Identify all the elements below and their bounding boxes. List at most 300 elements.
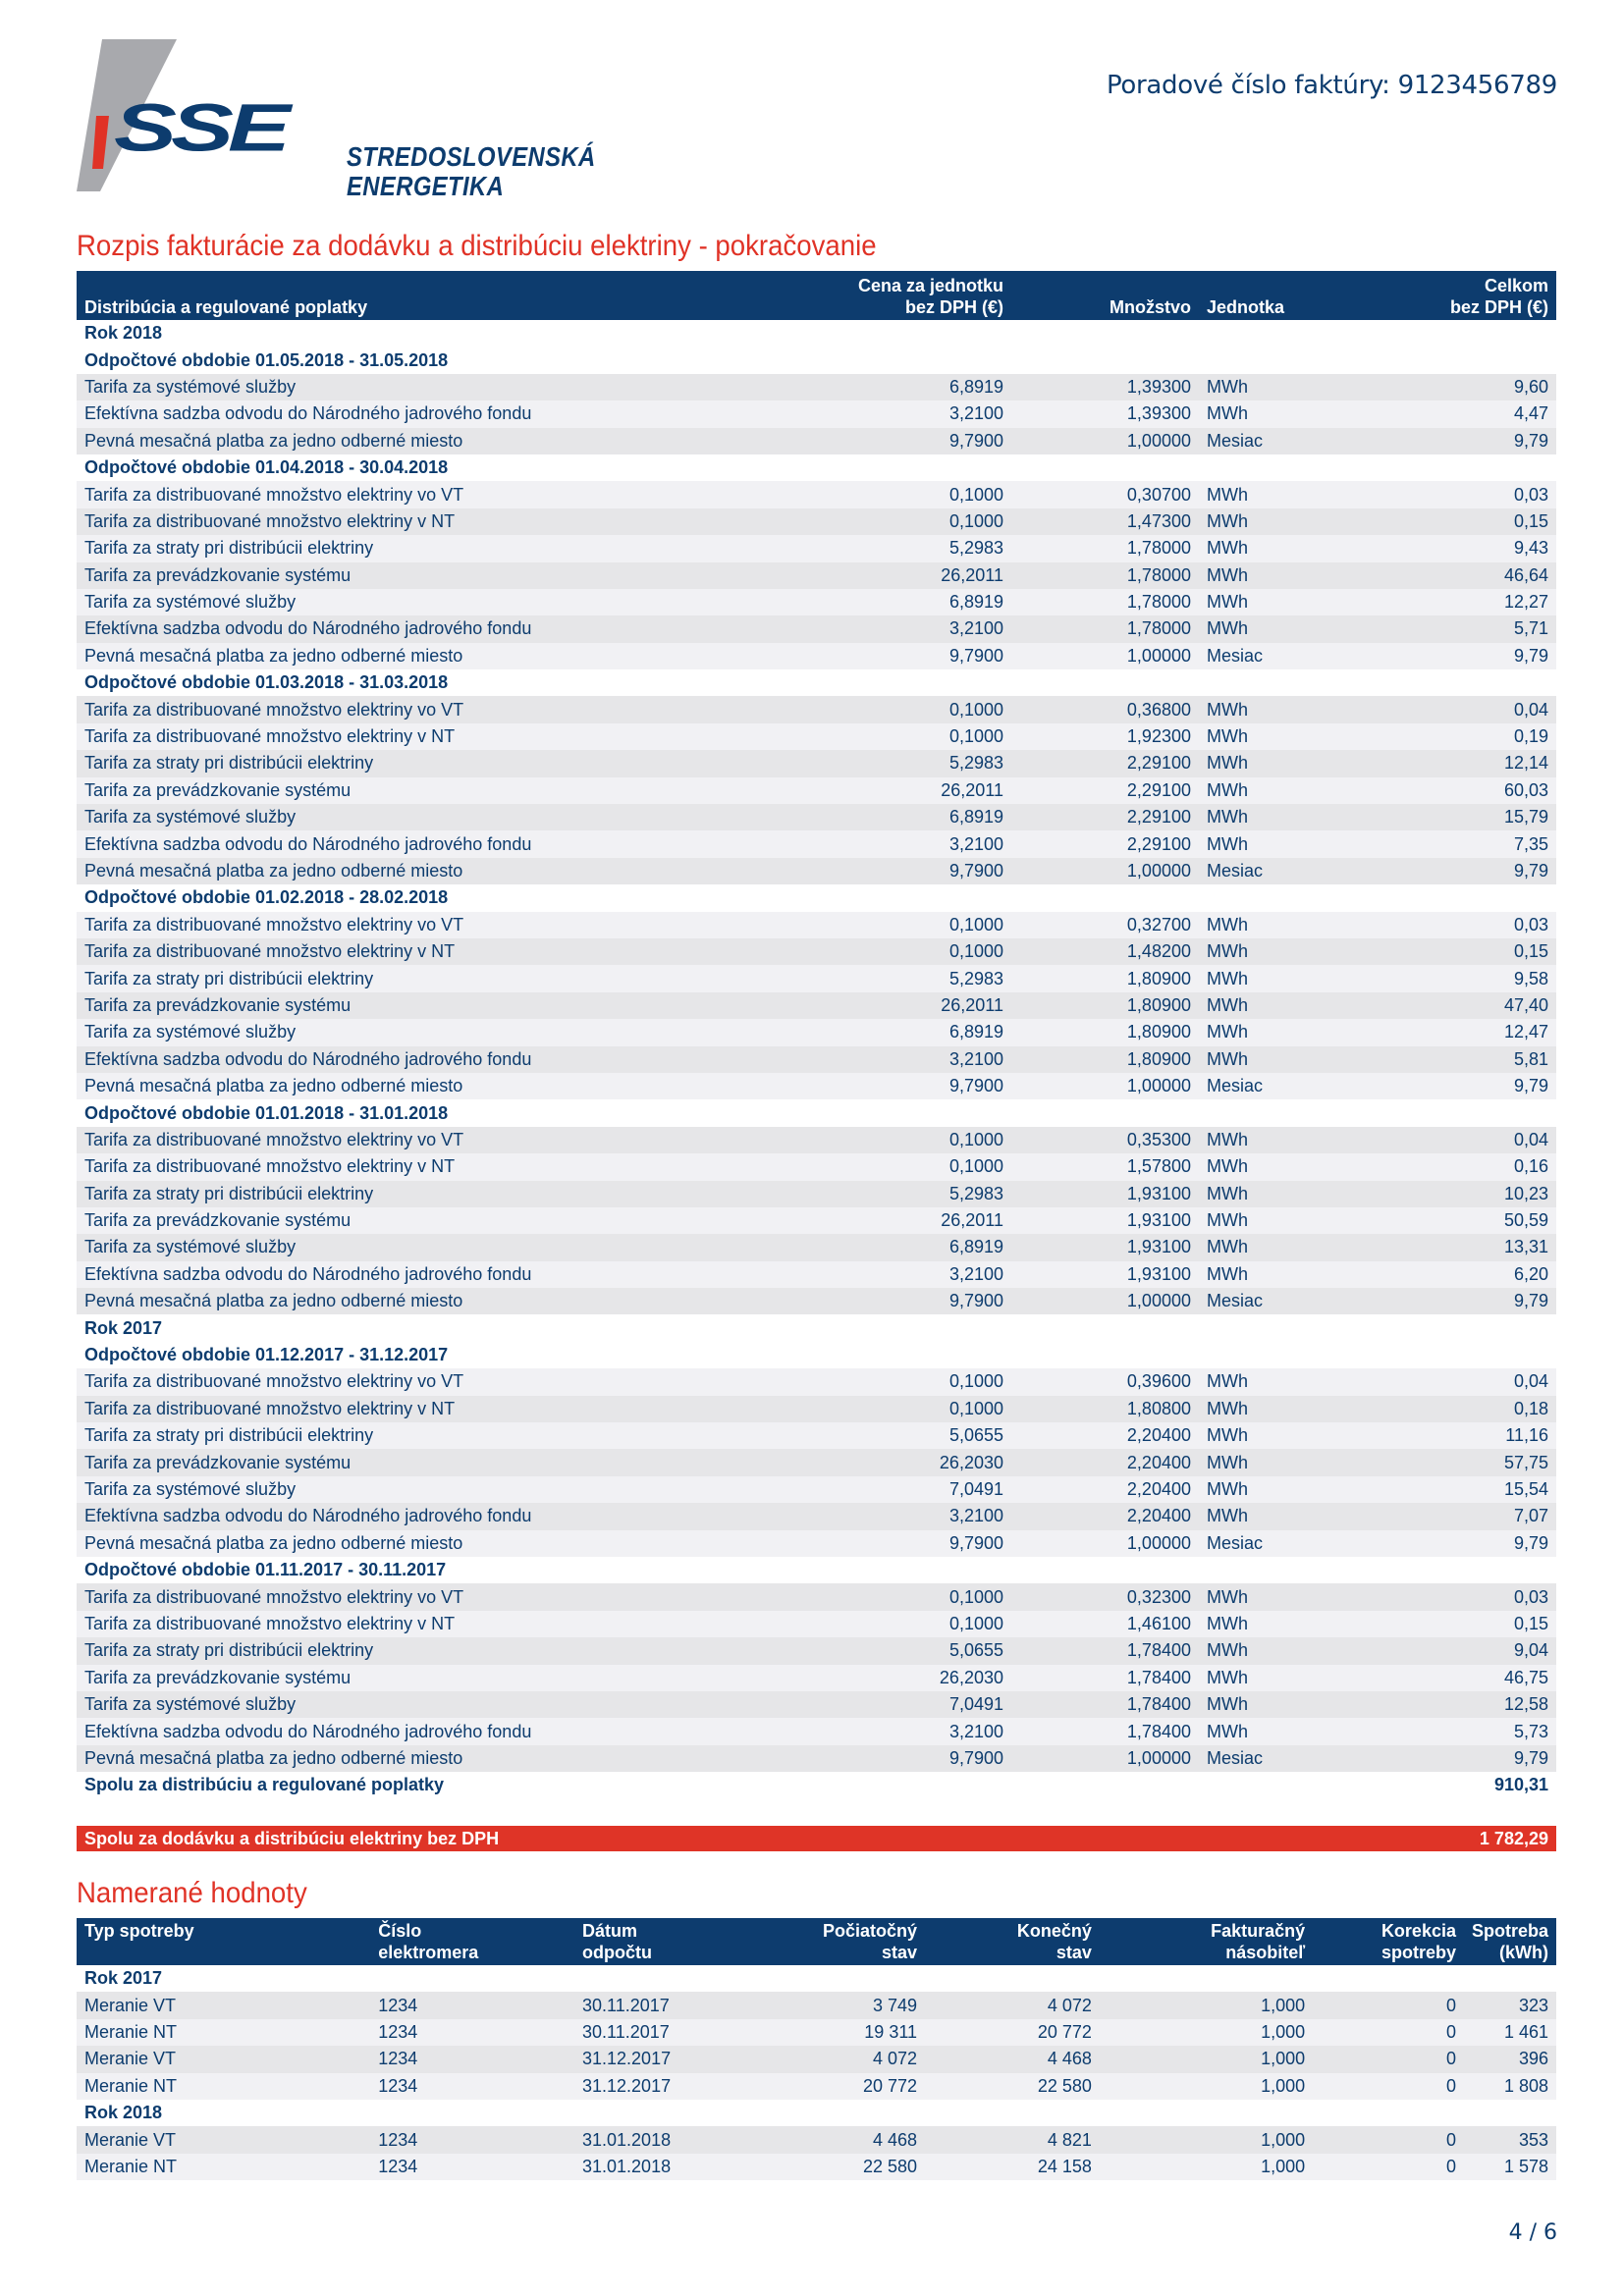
measured-col-2: Dátum odpočtu xyxy=(574,1918,749,1965)
table-row xyxy=(77,1181,1556,1207)
quantity: 1,80900 xyxy=(1011,1019,1199,1045)
unit: MWh xyxy=(1199,589,1332,615)
line-total: 9,79 xyxy=(1332,1288,1556,1314)
quantity: 1,93100 xyxy=(1011,1234,1199,1260)
unit-price: 7,0491 xyxy=(839,1691,1011,1718)
consumption-correction: 0 xyxy=(1313,2126,1464,2153)
unit: MWh xyxy=(1199,1019,1332,1045)
item-name: Efektívna sadzba odvodu do Národného jadrového fondu xyxy=(77,1261,839,1288)
table-row xyxy=(77,1449,1556,1475)
section-label: Rok 2018 xyxy=(77,2100,1556,2126)
section-label: Odpočtové obdobie 01.11.2017 - 30.11.2017 xyxy=(77,1557,1556,1583)
period-header xyxy=(77,347,1556,373)
quantity: 0,32700 xyxy=(1011,912,1199,938)
line-total: 0,15 xyxy=(1332,508,1556,535)
line-total: 0,16 xyxy=(1332,1153,1556,1180)
line-total: 12,58 xyxy=(1332,1691,1556,1718)
quantity: 1,78400 xyxy=(1011,1665,1199,1691)
table-row xyxy=(77,1691,1556,1718)
unit: MWh xyxy=(1199,1046,1332,1073)
reading-date: 31.12.2017 xyxy=(574,2046,749,2072)
unit: MWh xyxy=(1199,1691,1332,1718)
line-total: 9,60 xyxy=(1332,374,1556,400)
unit-price: 9,7900 xyxy=(839,643,1011,669)
line-total: 0,18 xyxy=(1332,1396,1556,1422)
period-header xyxy=(77,454,1556,481)
reading-date: 30.11.2017 xyxy=(574,1992,749,2018)
unit-price: 5,2983 xyxy=(839,1181,1011,1207)
unit-price: 0,1000 xyxy=(839,1127,1011,1153)
table-row xyxy=(77,1745,1556,1772)
measured-header-row xyxy=(77,1918,1556,1965)
unit-price: 3,2100 xyxy=(839,615,1011,642)
period-header xyxy=(77,669,1556,696)
line-total: 12,27 xyxy=(1332,589,1556,615)
quantity: 1,00000 xyxy=(1011,858,1199,884)
item-name: Efektívna sadzba odvodu do Národného jadrového fondu xyxy=(77,1046,839,1073)
billing-multiplier: 1,000 xyxy=(1100,2154,1313,2180)
section-label: Odpočtové obdobie 01.01.2018 - 31.01.2018 xyxy=(77,1099,1556,1126)
unit: MWh xyxy=(1199,1611,1332,1637)
line-total: 0,04 xyxy=(1332,1127,1556,1153)
unit-price: 5,0655 xyxy=(839,1422,1011,1449)
unit-price: 0,1000 xyxy=(839,938,1011,965)
line-total: 0,03 xyxy=(1332,1583,1556,1610)
table-row xyxy=(77,508,1556,535)
consumption-correction: 0 xyxy=(1313,2046,1464,2072)
end-state: 22 580 xyxy=(925,2073,1100,2100)
table-row xyxy=(77,2126,1556,2153)
unit: Mesiac xyxy=(1199,1073,1332,1099)
unit-price: 0,1000 xyxy=(839,1396,1011,1422)
item-name: Efektívna sadzba odvodu do Národného jadrového fondu xyxy=(77,830,839,857)
unit-price: 9,7900 xyxy=(839,1530,1011,1557)
quantity: 1,78400 xyxy=(1011,1637,1199,1664)
item-name: Tarifa za systémové služby xyxy=(77,804,839,830)
unit-price: 9,7900 xyxy=(839,1073,1011,1099)
unit: MWh xyxy=(1199,1127,1332,1153)
unit-price: 0,1000 xyxy=(839,508,1011,535)
table-row xyxy=(77,777,1556,804)
grand-total-value: 1 782,29 xyxy=(1332,1826,1556,1851)
item-name: Tarifa za distribuované množstvo elektriny vo VT xyxy=(77,696,839,722)
section-label: Odpočtové obdobie 01.04.2018 - 30.04.2018 xyxy=(77,454,1556,481)
table-row xyxy=(77,696,1556,722)
item-name: Efektívna sadzba odvodu do Národného jadrového fondu xyxy=(77,1503,839,1529)
item-name: Tarifa za systémové služby xyxy=(77,1476,839,1503)
section-label: Rok 2017 xyxy=(77,1965,1556,1992)
grand-total-row xyxy=(77,1826,1556,1851)
quantity: 1,00000 xyxy=(1011,1288,1199,1314)
unit: MWh xyxy=(1199,965,1332,991)
start-state: 3 749 xyxy=(749,1992,925,2018)
item-name: Tarifa za distribuované množstvo elektriny vo VT xyxy=(77,1368,839,1395)
line-total: 7,35 xyxy=(1332,830,1556,857)
consumption-type: Meranie VT xyxy=(77,2046,370,2072)
quantity: 1,39300 xyxy=(1011,374,1199,400)
unit-price: 6,8919 xyxy=(839,1019,1011,1045)
line-total: 13,31 xyxy=(1332,1234,1556,1260)
consumption-type: Meranie VT xyxy=(77,1992,370,2018)
item-name: Tarifa za distribuované množstvo elektriny vo VT xyxy=(77,1127,839,1153)
distribution-header-row xyxy=(77,271,1556,320)
line-total: 47,40 xyxy=(1332,992,1556,1019)
consumption-type: Meranie NT xyxy=(77,2019,370,2046)
item-name: Tarifa za prevádzkovanie systému xyxy=(77,1207,839,1234)
unit-price: 7,0491 xyxy=(839,1476,1011,1503)
line-total: 9,79 xyxy=(1332,643,1556,669)
col-unit: Jednotka xyxy=(1199,271,1332,320)
quantity: 1,92300 xyxy=(1011,723,1199,750)
measured-table xyxy=(77,1918,1556,2180)
unit: MWh xyxy=(1199,723,1332,750)
unit: MWh xyxy=(1199,1234,1332,1260)
item-name: Pevná mesačná platba za jedno odberné miesto xyxy=(77,1073,839,1099)
period-header xyxy=(77,884,1556,911)
section-label: Odpočtové obdobie 01.05.2018 - 31.05.2018 xyxy=(77,347,1556,373)
measured-col-1: Číslo elektromera xyxy=(370,1918,574,1965)
unit: Mesiac xyxy=(1199,643,1332,669)
item-name: Pevná mesačná platba za jedno odberné miesto xyxy=(77,1745,839,1772)
line-total: 15,54 xyxy=(1332,1476,1556,1503)
quantity: 1,00000 xyxy=(1011,1073,1199,1099)
item-name: Pevná mesačná platba za jedno odberné miesto xyxy=(77,643,839,669)
logo-text-line2: ENERGETIKA xyxy=(347,171,505,201)
table-row xyxy=(77,1718,1556,1744)
unit-price: 26,2011 xyxy=(839,992,1011,1019)
consumption-kwh: 396 xyxy=(1464,2046,1556,2072)
item-name: Efektívna sadzba odvodu do Národného jadrového fondu xyxy=(77,1718,839,1744)
unit-price: 0,1000 xyxy=(839,1368,1011,1395)
table-row xyxy=(77,1611,1556,1637)
quantity: 1,46100 xyxy=(1011,1611,1199,1637)
quantity: 1,78000 xyxy=(1011,562,1199,589)
quantity: 2,29100 xyxy=(1011,777,1199,804)
section-label: Rok 2018 xyxy=(77,320,1556,347)
unit: MWh xyxy=(1199,1449,1332,1475)
quantity: 1,80900 xyxy=(1011,965,1199,991)
item-name: Tarifa za distribuované množstvo elektriny v NT xyxy=(77,938,839,965)
quantity: 1,00000 xyxy=(1011,643,1199,669)
unit: MWh xyxy=(1199,804,1332,830)
meter-number: 1234 xyxy=(370,2073,574,2100)
item-name: Tarifa za straty pri distribúcii elektriny xyxy=(77,535,839,561)
line-total: 50,59 xyxy=(1332,1207,1556,1234)
quantity: 2,20400 xyxy=(1011,1476,1199,1503)
reading-date: 31.01.2018 xyxy=(574,2154,749,2180)
line-total: 5,73 xyxy=(1332,1718,1556,1744)
unit: MWh xyxy=(1199,1396,1332,1422)
distribution-title: Rozpis fakturácie za dodávku a distribúciu elektriny - pokračovanie xyxy=(77,230,877,262)
table-row xyxy=(77,1503,1556,1529)
unit-price: 3,2100 xyxy=(839,1261,1011,1288)
table-row xyxy=(77,1127,1556,1153)
measured-col-0: Typ spotreby xyxy=(77,1918,370,1965)
consumption-correction: 0 xyxy=(1313,2154,1464,2180)
table-row xyxy=(77,992,1556,1019)
table-row xyxy=(77,912,1556,938)
quantity: 2,20400 xyxy=(1011,1449,1199,1475)
reading-date: 31.12.2017 xyxy=(574,2073,749,2100)
measured-title: Namerané hodnoty xyxy=(77,1877,307,1909)
unit-price: 9,7900 xyxy=(839,1745,1011,1772)
unit-price: 9,7900 xyxy=(839,858,1011,884)
table-row xyxy=(77,562,1556,589)
quantity: 0,39600 xyxy=(1011,1368,1199,1395)
end-state: 24 158 xyxy=(925,2154,1100,2180)
line-total: 0,04 xyxy=(1332,1368,1556,1395)
table-row xyxy=(77,589,1556,615)
year-header xyxy=(77,2100,1556,2126)
table-row xyxy=(77,1153,1556,1180)
quantity: 2,20400 xyxy=(1011,1503,1199,1529)
table-row xyxy=(77,481,1556,507)
measured-col-4: Konečný stav xyxy=(925,1918,1100,1965)
item-name: Tarifa za systémové služby xyxy=(77,589,839,615)
item-name: Tarifa za systémové služby xyxy=(77,1019,839,1045)
item-name: Tarifa za distribuované množstvo elektriny v NT xyxy=(77,1611,839,1637)
unit-price: 3,2100 xyxy=(839,1503,1011,1529)
consumption-correction: 0 xyxy=(1313,2073,1464,2100)
line-total: 9,04 xyxy=(1332,1637,1556,1664)
item-name: Tarifa za prevádzkovanie systému xyxy=(77,562,839,589)
table-row xyxy=(77,938,1556,965)
unit: MWh xyxy=(1199,1153,1332,1180)
unit: MWh xyxy=(1199,1422,1332,1449)
line-total: 9,79 xyxy=(1332,1745,1556,1772)
unit-price: 3,2100 xyxy=(839,400,1011,427)
year-header xyxy=(77,1314,1556,1341)
table-row xyxy=(77,1422,1556,1449)
svg-text:SSE: SSE xyxy=(114,88,286,166)
unit: MWh xyxy=(1199,777,1332,804)
end-state: 4 821 xyxy=(925,2126,1100,2153)
unit: MWh xyxy=(1199,374,1332,400)
unit-price: 26,2011 xyxy=(839,1207,1011,1234)
quantity: 1,00000 xyxy=(1011,428,1199,454)
item-name: Tarifa za prevádzkovanie systému xyxy=(77,1665,839,1691)
line-total: 7,07 xyxy=(1332,1503,1556,1529)
period-header xyxy=(77,1342,1556,1368)
unit-price: 0,1000 xyxy=(839,1611,1011,1637)
unit: MWh xyxy=(1199,696,1332,722)
unit-price: 3,2100 xyxy=(839,1718,1011,1744)
table-row xyxy=(77,535,1556,561)
reading-date: 30.11.2017 xyxy=(574,2019,749,2046)
quantity: 1,78400 xyxy=(1011,1718,1199,1744)
unit: Mesiac xyxy=(1199,428,1332,454)
table-row xyxy=(77,1019,1556,1045)
line-total: 11,16 xyxy=(1332,1422,1556,1449)
spacer xyxy=(77,1798,1556,1826)
unit-price: 26,2011 xyxy=(839,562,1011,589)
start-state: 19 311 xyxy=(749,2019,925,2046)
measured-col-6: Korekcia spotreby xyxy=(1313,1918,1464,1965)
line-total: 10,23 xyxy=(1332,1181,1556,1207)
unit: MWh xyxy=(1199,1665,1332,1691)
unit-price: 9,7900 xyxy=(839,1288,1011,1314)
unit-price: 6,8919 xyxy=(839,589,1011,615)
consumption-kwh: 323 xyxy=(1464,1992,1556,2018)
unit: Mesiac xyxy=(1199,1745,1332,1772)
item-name: Pevná mesačná platba za jedno odberné miesto xyxy=(77,1288,839,1314)
quantity: 1,93100 xyxy=(1011,1181,1199,1207)
logo-text-line1: STREDOSLOVENSKÁ xyxy=(347,141,596,172)
table-row xyxy=(77,1073,1556,1099)
measured-col-5: Fakturačný násobiteľ xyxy=(1100,1918,1313,1965)
unit: MWh xyxy=(1199,992,1332,1019)
start-state: 20 772 xyxy=(749,2073,925,2100)
line-total: 12,14 xyxy=(1332,750,1556,776)
unit-price: 6,8919 xyxy=(839,374,1011,400)
consumption-kwh: 1 578 xyxy=(1464,2154,1556,2180)
unit-price: 0,1000 xyxy=(839,723,1011,750)
line-total: 0,03 xyxy=(1332,481,1556,507)
item-name: Pevná mesačná platba za jedno odberné miesto xyxy=(77,428,839,454)
line-total: 46,75 xyxy=(1332,1665,1556,1691)
distribution-table xyxy=(77,271,1556,1851)
meter-number: 1234 xyxy=(370,1992,574,2018)
table-row xyxy=(77,615,1556,642)
quantity: 0,30700 xyxy=(1011,481,1199,507)
line-total: 5,81 xyxy=(1332,1046,1556,1073)
item-name: Tarifa za straty pri distribúcii elektriny xyxy=(77,750,839,776)
quantity: 0,36800 xyxy=(1011,696,1199,722)
end-state: 4 072 xyxy=(925,1992,1100,2018)
item-name: Tarifa za distribuované množstvo elektriny v NT xyxy=(77,1396,839,1422)
unit: MWh xyxy=(1199,1207,1332,1234)
measured-col-7: Spotreba (kWh) xyxy=(1464,1918,1556,1965)
quantity: 1,78400 xyxy=(1011,1691,1199,1718)
quantity: 1,80900 xyxy=(1011,992,1199,1019)
table-row xyxy=(77,2019,1556,2046)
item-name: Tarifa za straty pri distribúcii elektriny xyxy=(77,1637,839,1664)
page-number: 4 / 6 xyxy=(1508,2220,1557,2245)
unit: MWh xyxy=(1199,1637,1332,1664)
item-name: Tarifa za distribuované množstvo elektriny v NT xyxy=(77,1153,839,1180)
item-name: Tarifa za straty pri distribúcii elektriny xyxy=(77,1422,839,1449)
line-total: 46,64 xyxy=(1332,562,1556,589)
table-row xyxy=(77,723,1556,750)
line-total: 9,79 xyxy=(1332,428,1556,454)
item-name: Tarifa za distribuované množstvo elektriny v NT xyxy=(77,723,839,750)
consumption-type: Meranie NT xyxy=(77,2073,370,2100)
item-name: Efektívna sadzba odvodu do Národného jadrového fondu xyxy=(77,400,839,427)
quantity: 2,29100 xyxy=(1011,750,1199,776)
consumption-type: Meranie VT xyxy=(77,2126,370,2153)
unit: MWh xyxy=(1199,1503,1332,1529)
quantity: 1,80800 xyxy=(1011,1396,1199,1422)
start-state: 4 468 xyxy=(749,2126,925,2153)
start-state: 4 072 xyxy=(749,2046,925,2072)
unit-price: 26,2030 xyxy=(839,1665,1011,1691)
table-row xyxy=(77,1368,1556,1395)
unit: Mesiac xyxy=(1199,1530,1332,1557)
unit: MWh xyxy=(1199,938,1332,965)
unit: MWh xyxy=(1199,830,1332,857)
unit-price: 6,8919 xyxy=(839,1234,1011,1260)
table-row xyxy=(77,1992,1556,2018)
table-row xyxy=(77,1583,1556,1610)
item-name: Tarifa za distribuované množstvo elektriny vo VT xyxy=(77,912,839,938)
line-total: 60,03 xyxy=(1332,777,1556,804)
item-name: Tarifa za systémové služby xyxy=(77,374,839,400)
item-name: Pevná mesačná platba za jedno odberné miesto xyxy=(77,1530,839,1557)
line-total: 4,47 xyxy=(1332,400,1556,427)
col-total: Celkom bez DPH (€) xyxy=(1332,271,1556,320)
unit: MWh xyxy=(1199,750,1332,776)
unit: MWh xyxy=(1199,1583,1332,1610)
year-header xyxy=(77,1965,1556,1992)
billing-multiplier: 1,000 xyxy=(1100,2073,1313,2100)
invoice-number: Poradové číslo faktúry: 9123456789 xyxy=(1106,71,1557,100)
line-total: 9,43 xyxy=(1332,535,1556,561)
unit: MWh xyxy=(1199,1181,1332,1207)
unit-price: 0,1000 xyxy=(839,696,1011,722)
unit: MWh xyxy=(1199,535,1332,561)
item-name: Efektívna sadzba odvodu do Národného jadrového fondu xyxy=(77,615,839,642)
unit-price: 26,2030 xyxy=(839,1449,1011,1475)
unit: MWh xyxy=(1199,615,1332,642)
table-row xyxy=(77,1396,1556,1422)
unit: MWh xyxy=(1199,508,1332,535)
quantity: 1,00000 xyxy=(1011,1745,1199,1772)
unit-price: 5,2983 xyxy=(839,750,1011,776)
col-quantity: Množstvo xyxy=(1011,271,1199,320)
table-row xyxy=(77,858,1556,884)
col-name: Distribúcia a regulované poplatky xyxy=(77,271,839,320)
meter-number: 1234 xyxy=(370,2154,574,2180)
meter-number: 1234 xyxy=(370,2019,574,2046)
year-header xyxy=(77,320,1556,347)
billing-multiplier: 1,000 xyxy=(1100,2126,1313,2153)
line-total: 0,04 xyxy=(1332,696,1556,722)
meter-number: 1234 xyxy=(370,2046,574,2072)
table-row xyxy=(77,1665,1556,1691)
item-name: Tarifa za prevádzkovanie systému xyxy=(77,777,839,804)
unit: MWh xyxy=(1199,1261,1332,1288)
unit: MWh xyxy=(1199,1368,1332,1395)
quantity: 0,35300 xyxy=(1011,1127,1199,1153)
line-total: 0,15 xyxy=(1332,938,1556,965)
start-state: 22 580 xyxy=(749,2154,925,2180)
reading-date: 31.01.2018 xyxy=(574,2126,749,2153)
quantity: 1,78000 xyxy=(1011,535,1199,561)
table-row xyxy=(77,750,1556,776)
quantity: 2,29100 xyxy=(1011,804,1199,830)
unit-price: 5,0655 xyxy=(839,1637,1011,1664)
sse-logo xyxy=(77,39,626,201)
line-total: 0,15 xyxy=(1332,1611,1556,1637)
table-row xyxy=(77,1530,1556,1557)
unit-price: 3,2100 xyxy=(839,1046,1011,1073)
billing-multiplier: 1,000 xyxy=(1100,2046,1313,2072)
table-row xyxy=(77,1234,1556,1260)
item-name: Tarifa za distribuované množstvo elektriny vo VT xyxy=(77,1583,839,1610)
consumption-kwh: 1 808 xyxy=(1464,2073,1556,2100)
table-row xyxy=(77,1046,1556,1073)
item-name: Tarifa za prevádzkovanie systému xyxy=(77,1449,839,1475)
section-label: Odpočtové obdobie 01.12.2017 - 31.12.2017 xyxy=(77,1342,1556,1368)
quantity: 1,47300 xyxy=(1011,508,1199,535)
table-row xyxy=(77,1288,1556,1314)
unit-price: 5,2983 xyxy=(839,535,1011,561)
quantity: 1,00000 xyxy=(1011,1530,1199,1557)
unit: MWh xyxy=(1199,481,1332,507)
line-total: 12,47 xyxy=(1332,1019,1556,1045)
unit: MWh xyxy=(1199,912,1332,938)
unit: Mesiac xyxy=(1199,858,1332,884)
